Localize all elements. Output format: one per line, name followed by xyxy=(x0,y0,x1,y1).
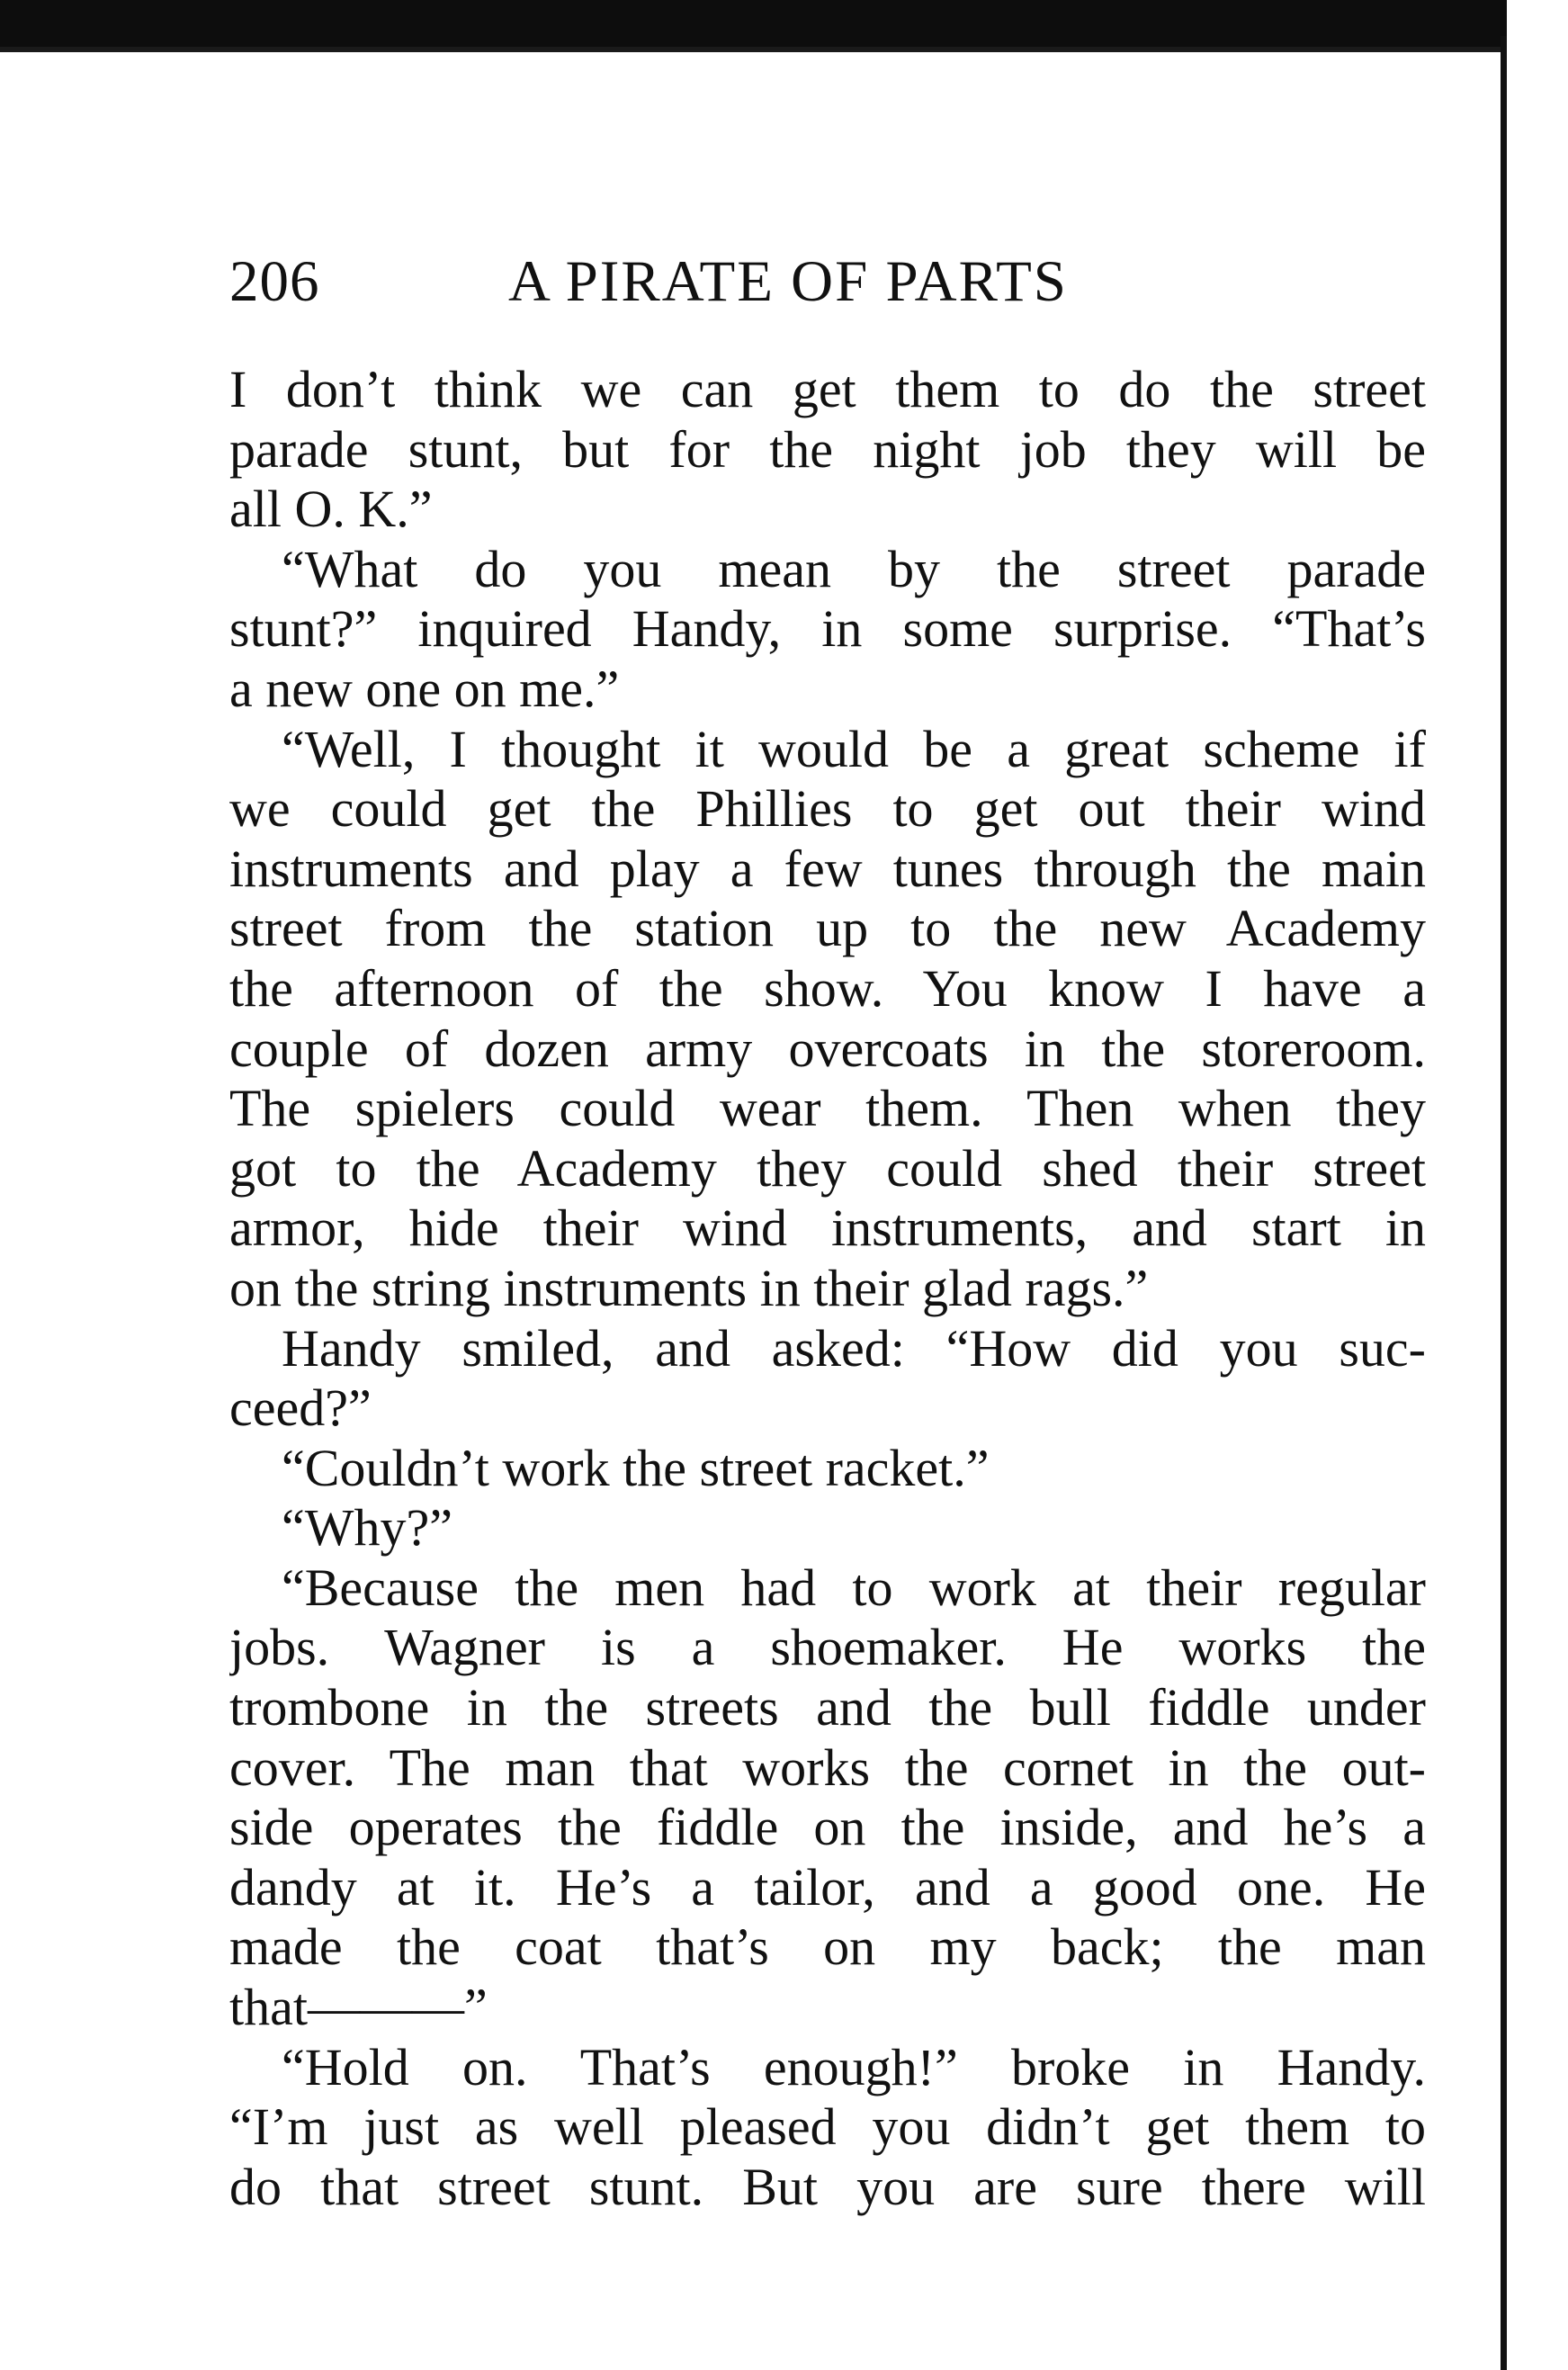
text-line: parade stunt, but for the night job they will be xyxy=(229,419,1426,479)
text-line: a new one on me.” xyxy=(229,659,620,718)
text-line: do that street stunt. But you are sure there will xyxy=(229,2157,1426,2216)
running-head xyxy=(229,241,1426,322)
book-title: A PIRATE OF PARTS xyxy=(508,249,1068,314)
text-line: ceed?” xyxy=(229,1378,372,1438)
text-line: The spielers could wear them. Then when they xyxy=(229,1079,1426,1138)
text-line: I don’t think we can get them to do the street xyxy=(229,360,1426,418)
text-line: that———” xyxy=(229,1978,488,2037)
text-line: “What do you mean by the street parade xyxy=(282,539,1426,598)
text-line: got to the Academy they could shed their street xyxy=(229,1138,1426,1198)
body-text xyxy=(229,360,1426,2217)
text-line: “I’m just as well pleased you didn’t get them to xyxy=(229,2097,1426,2157)
text-line: “Well, I thought it would be a great scheme if xyxy=(282,719,1426,778)
page-number: 206 xyxy=(229,249,320,314)
text-line: trombone in the streets and the bull fiddle under xyxy=(229,1678,1426,1737)
text-line: cover. The man that works the cornet in the out- xyxy=(229,1737,1426,1797)
text-line: “Hold on. That’s enough!” broke in Handy. xyxy=(282,2037,1426,2096)
text-line: “Couldn’t work the street racket.” xyxy=(282,1438,990,1497)
text-line: “Why?” xyxy=(282,1498,452,1558)
top-border-rule-shadow xyxy=(0,47,1507,52)
text-line: side operates the fiddle on the inside, and he’s a xyxy=(229,1798,1426,1857)
text-line: stunt?” inquired Handy, in some surprise. “That’s xyxy=(229,599,1426,659)
text-line: Handy smiled, and asked: “How did you suc- xyxy=(282,1318,1426,1378)
text-line: armor, hide their wind instruments, and start in xyxy=(229,1198,1426,1258)
text-line: dandy at it. He’s a tailor, and a good one. He xyxy=(229,1857,1426,1917)
text-line: made the coat that’s on my back; the man xyxy=(229,1917,1426,1977)
text-line: couple of dozen army overcoats in the storeroom. xyxy=(229,1019,1426,1078)
text-line: instruments and play a few tunes through the main xyxy=(229,839,1426,898)
page-right-edge xyxy=(1501,36,1507,2370)
text-line: street from the station up to the new Academy xyxy=(229,899,1426,958)
text-line: the afternoon of the show. You know I have a xyxy=(229,958,1426,1018)
top-border-rule xyxy=(0,0,1507,47)
text-line: “Because the men had to work at their regular xyxy=(282,1558,1426,1617)
text-line: on the string instruments in their glad rags.” xyxy=(229,1258,1149,1317)
text-line: jobs. Wagner is a shoemaker. He works the xyxy=(229,1618,1426,1677)
text-line: all O. K.” xyxy=(229,480,433,539)
text-line: we could get the Phillies to get out their wind xyxy=(229,779,1426,839)
